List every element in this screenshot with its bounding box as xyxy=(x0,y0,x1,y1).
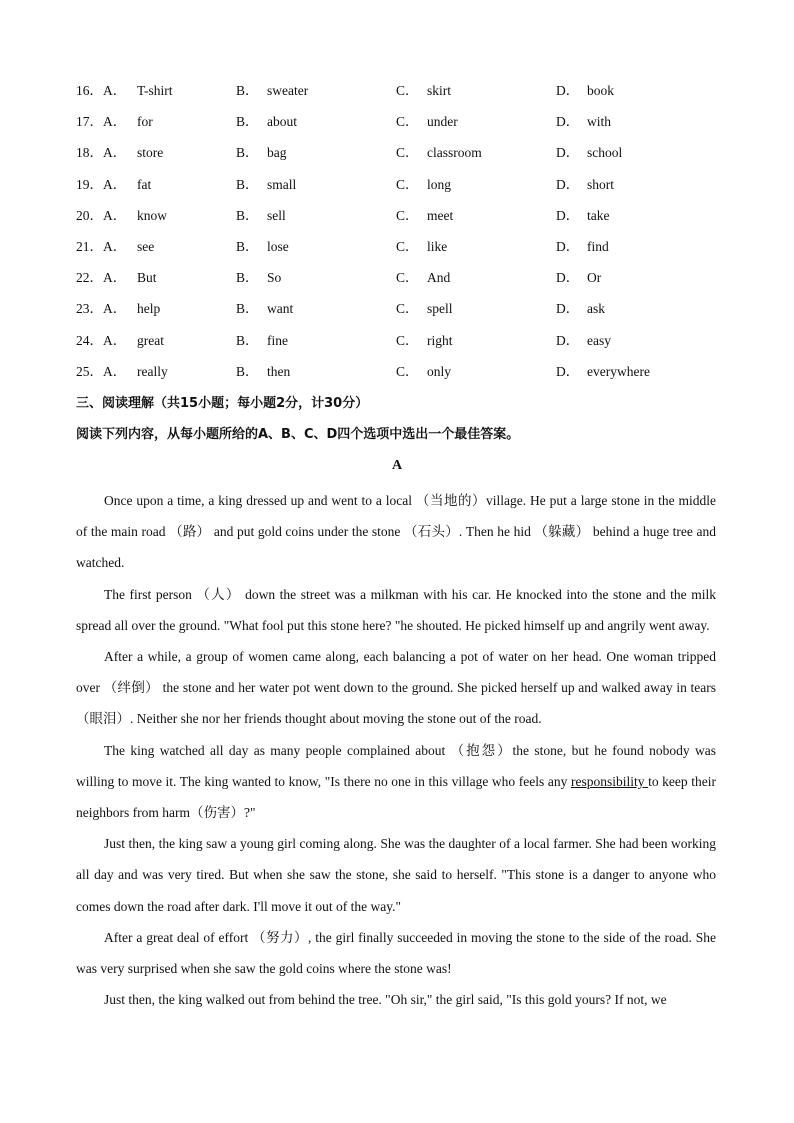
option-c-label: C． xyxy=(396,270,419,286)
question-number: 23．A． xyxy=(76,301,127,317)
option-c: spell xyxy=(427,301,453,317)
option-c: And xyxy=(427,270,451,286)
option-d: everywhere xyxy=(587,363,650,379)
option-d: with xyxy=(587,114,612,130)
option-c: classroom xyxy=(427,145,482,161)
option-b: sell xyxy=(267,207,286,223)
option-c-label: C． xyxy=(396,207,419,223)
option-a: for xyxy=(137,114,153,130)
paragraph xyxy=(76,735,716,829)
option-b-label: B． xyxy=(236,301,259,317)
option-c: long xyxy=(427,176,452,192)
option-d-label: D． xyxy=(556,207,580,223)
question-row xyxy=(76,236,726,267)
option-d-label: D． xyxy=(556,176,580,192)
question-row xyxy=(76,111,726,142)
option-d: ask xyxy=(587,301,605,317)
option-a: fat xyxy=(137,176,152,192)
option-b-label: B． xyxy=(236,332,259,348)
question-number: 25．A． xyxy=(76,363,127,379)
question-number: 22．A． xyxy=(76,270,127,286)
option-b-label: B． xyxy=(236,83,259,98)
option-a: T-shirt xyxy=(137,83,173,98)
option-b-label: B． xyxy=(236,363,259,379)
option-c: like xyxy=(427,238,448,254)
question-number: 20．A． xyxy=(76,207,127,223)
option-d-label: D． xyxy=(556,114,580,130)
option-d: short xyxy=(587,176,614,192)
section-title: 三、阅读理解（共15小题；每小题2分，计30分） xyxy=(76,396,369,411)
question-row xyxy=(76,142,726,173)
option-b: small xyxy=(267,176,297,192)
option-c-label: C． xyxy=(396,301,419,317)
choice-table xyxy=(76,80,726,392)
paragraph: Once upon a time, a king dressed up and went to a local （当地的）village. He put a large stone in the middle of the main road （路） and put gold coins under the stone （石头）. Then he hid （躲藏） behind a huge tree and watched. xyxy=(76,493,716,571)
option-d: book xyxy=(587,83,614,98)
option-b-label: B． xyxy=(236,145,259,161)
option-c: right xyxy=(427,332,453,348)
option-a: see xyxy=(137,238,155,254)
option-c: only xyxy=(427,363,452,379)
option-c: skirt xyxy=(427,83,452,98)
question-number: 16．A． xyxy=(76,83,127,98)
option-b: fine xyxy=(267,332,288,348)
option-a: help xyxy=(137,301,161,317)
question-number: 21．A． xyxy=(76,238,127,254)
option-a: really xyxy=(137,363,168,379)
option-d: Or xyxy=(587,270,602,286)
option-a: great xyxy=(137,332,164,348)
option-d-label: D． xyxy=(556,363,580,379)
question-row xyxy=(76,298,726,329)
option-b-label: B． xyxy=(236,270,259,286)
option-c-label: C． xyxy=(396,176,419,192)
reading-passage xyxy=(76,485,716,1015)
option-a: know xyxy=(137,207,167,223)
paragraph-text: The king watched all day as many people complained about （抱怨）the stone, but he found nobody was willing to move it. The king wanted to know, "Is there no one in this village who feels any xyxy=(76,742,716,789)
option-c: under xyxy=(427,114,458,130)
option-b: lose xyxy=(267,238,289,254)
option-b-label: B． xyxy=(236,207,259,223)
option-b: about xyxy=(267,114,297,130)
paragraph: After a while, a group of women came along, each balancing a pot of water on her head. One woman tripped over （绊倒） the stone and her water pot went down to the ground. She picked herself up and walked away in tears（眼泪）. Neither she nor her friends thought about moving the stone out of the road. xyxy=(76,649,716,727)
option-d: easy xyxy=(587,332,611,348)
option-b: then xyxy=(267,363,291,379)
option-d-label: D． xyxy=(556,332,580,348)
passage-title: A xyxy=(391,458,403,473)
option-d-label: D． xyxy=(556,301,580,317)
paragraph: Just then, the king walked out from behind the tree. "Oh sir," the girl said, "Is this gold yours? If not, we xyxy=(104,992,667,1008)
question-row xyxy=(76,174,726,205)
option-d-label: D． xyxy=(556,83,580,98)
option-d-label: D． xyxy=(556,270,580,286)
option-c: meet xyxy=(427,207,454,223)
option-b: bag xyxy=(267,145,287,161)
option-d: school xyxy=(587,145,623,161)
option-a: store xyxy=(137,145,164,161)
option-a: But xyxy=(137,270,157,286)
option-c-label: C． xyxy=(396,145,419,161)
option-d: find xyxy=(587,238,609,254)
option-b-label: B． xyxy=(236,238,259,254)
option-b: So xyxy=(267,270,282,286)
option-b: sweater xyxy=(267,83,309,98)
paragraph: After a great deal of effort （努力）, the girl finally succeeded in moving the stone to the side of the road. She was very surprised when she saw the gold coins where the stone was! xyxy=(76,929,716,977)
question-number: 18．A． xyxy=(76,145,127,161)
option-c-label: C． xyxy=(396,363,419,379)
option-d-label: D． xyxy=(556,238,580,254)
question-row xyxy=(76,267,726,298)
option-d-label: D． xyxy=(556,145,580,161)
question-row xyxy=(76,205,726,236)
option-b-label: B． xyxy=(236,176,259,192)
section-instruction: 阅读下列内容，从每小题所给的A、B、C、D四个选项中选出一个最佳答案。 xyxy=(76,427,520,442)
question-number: 24．A． xyxy=(76,332,127,348)
underlined-word: responsibility xyxy=(570,773,649,789)
paragraph: The first person （人） down the street was a milkman with his car. He knocked into the stone and the milk spread all over the ground. "What fool put this stone here? "he shouted. He picked himself up and angrily went away. xyxy=(76,586,716,633)
question-number: 19．A． xyxy=(76,176,127,192)
option-b-label: B． xyxy=(236,114,259,130)
question-row xyxy=(76,361,726,392)
paragraph: Just then, the king saw a young girl coming along. She was the daughter of a local farmer. She had been working all day and was very tired. But when she saw the stone, she said to herself. "This stone is a danger to anyone who comes down the road after dark. I'll move it out of the way." xyxy=(76,836,716,914)
option-c-label: C． xyxy=(396,114,419,130)
option-b: want xyxy=(267,301,294,317)
option-c-label: C． xyxy=(396,332,419,348)
question-number: 17．A． xyxy=(76,114,127,130)
option-d: take xyxy=(587,207,610,223)
question-row xyxy=(76,330,726,361)
question-row xyxy=(76,80,726,111)
option-c-label: C． xyxy=(396,238,419,254)
option-c-label: C． xyxy=(396,83,419,98)
paragraph-text: to keep their neighbors from harm（伤害）?" xyxy=(76,773,716,821)
